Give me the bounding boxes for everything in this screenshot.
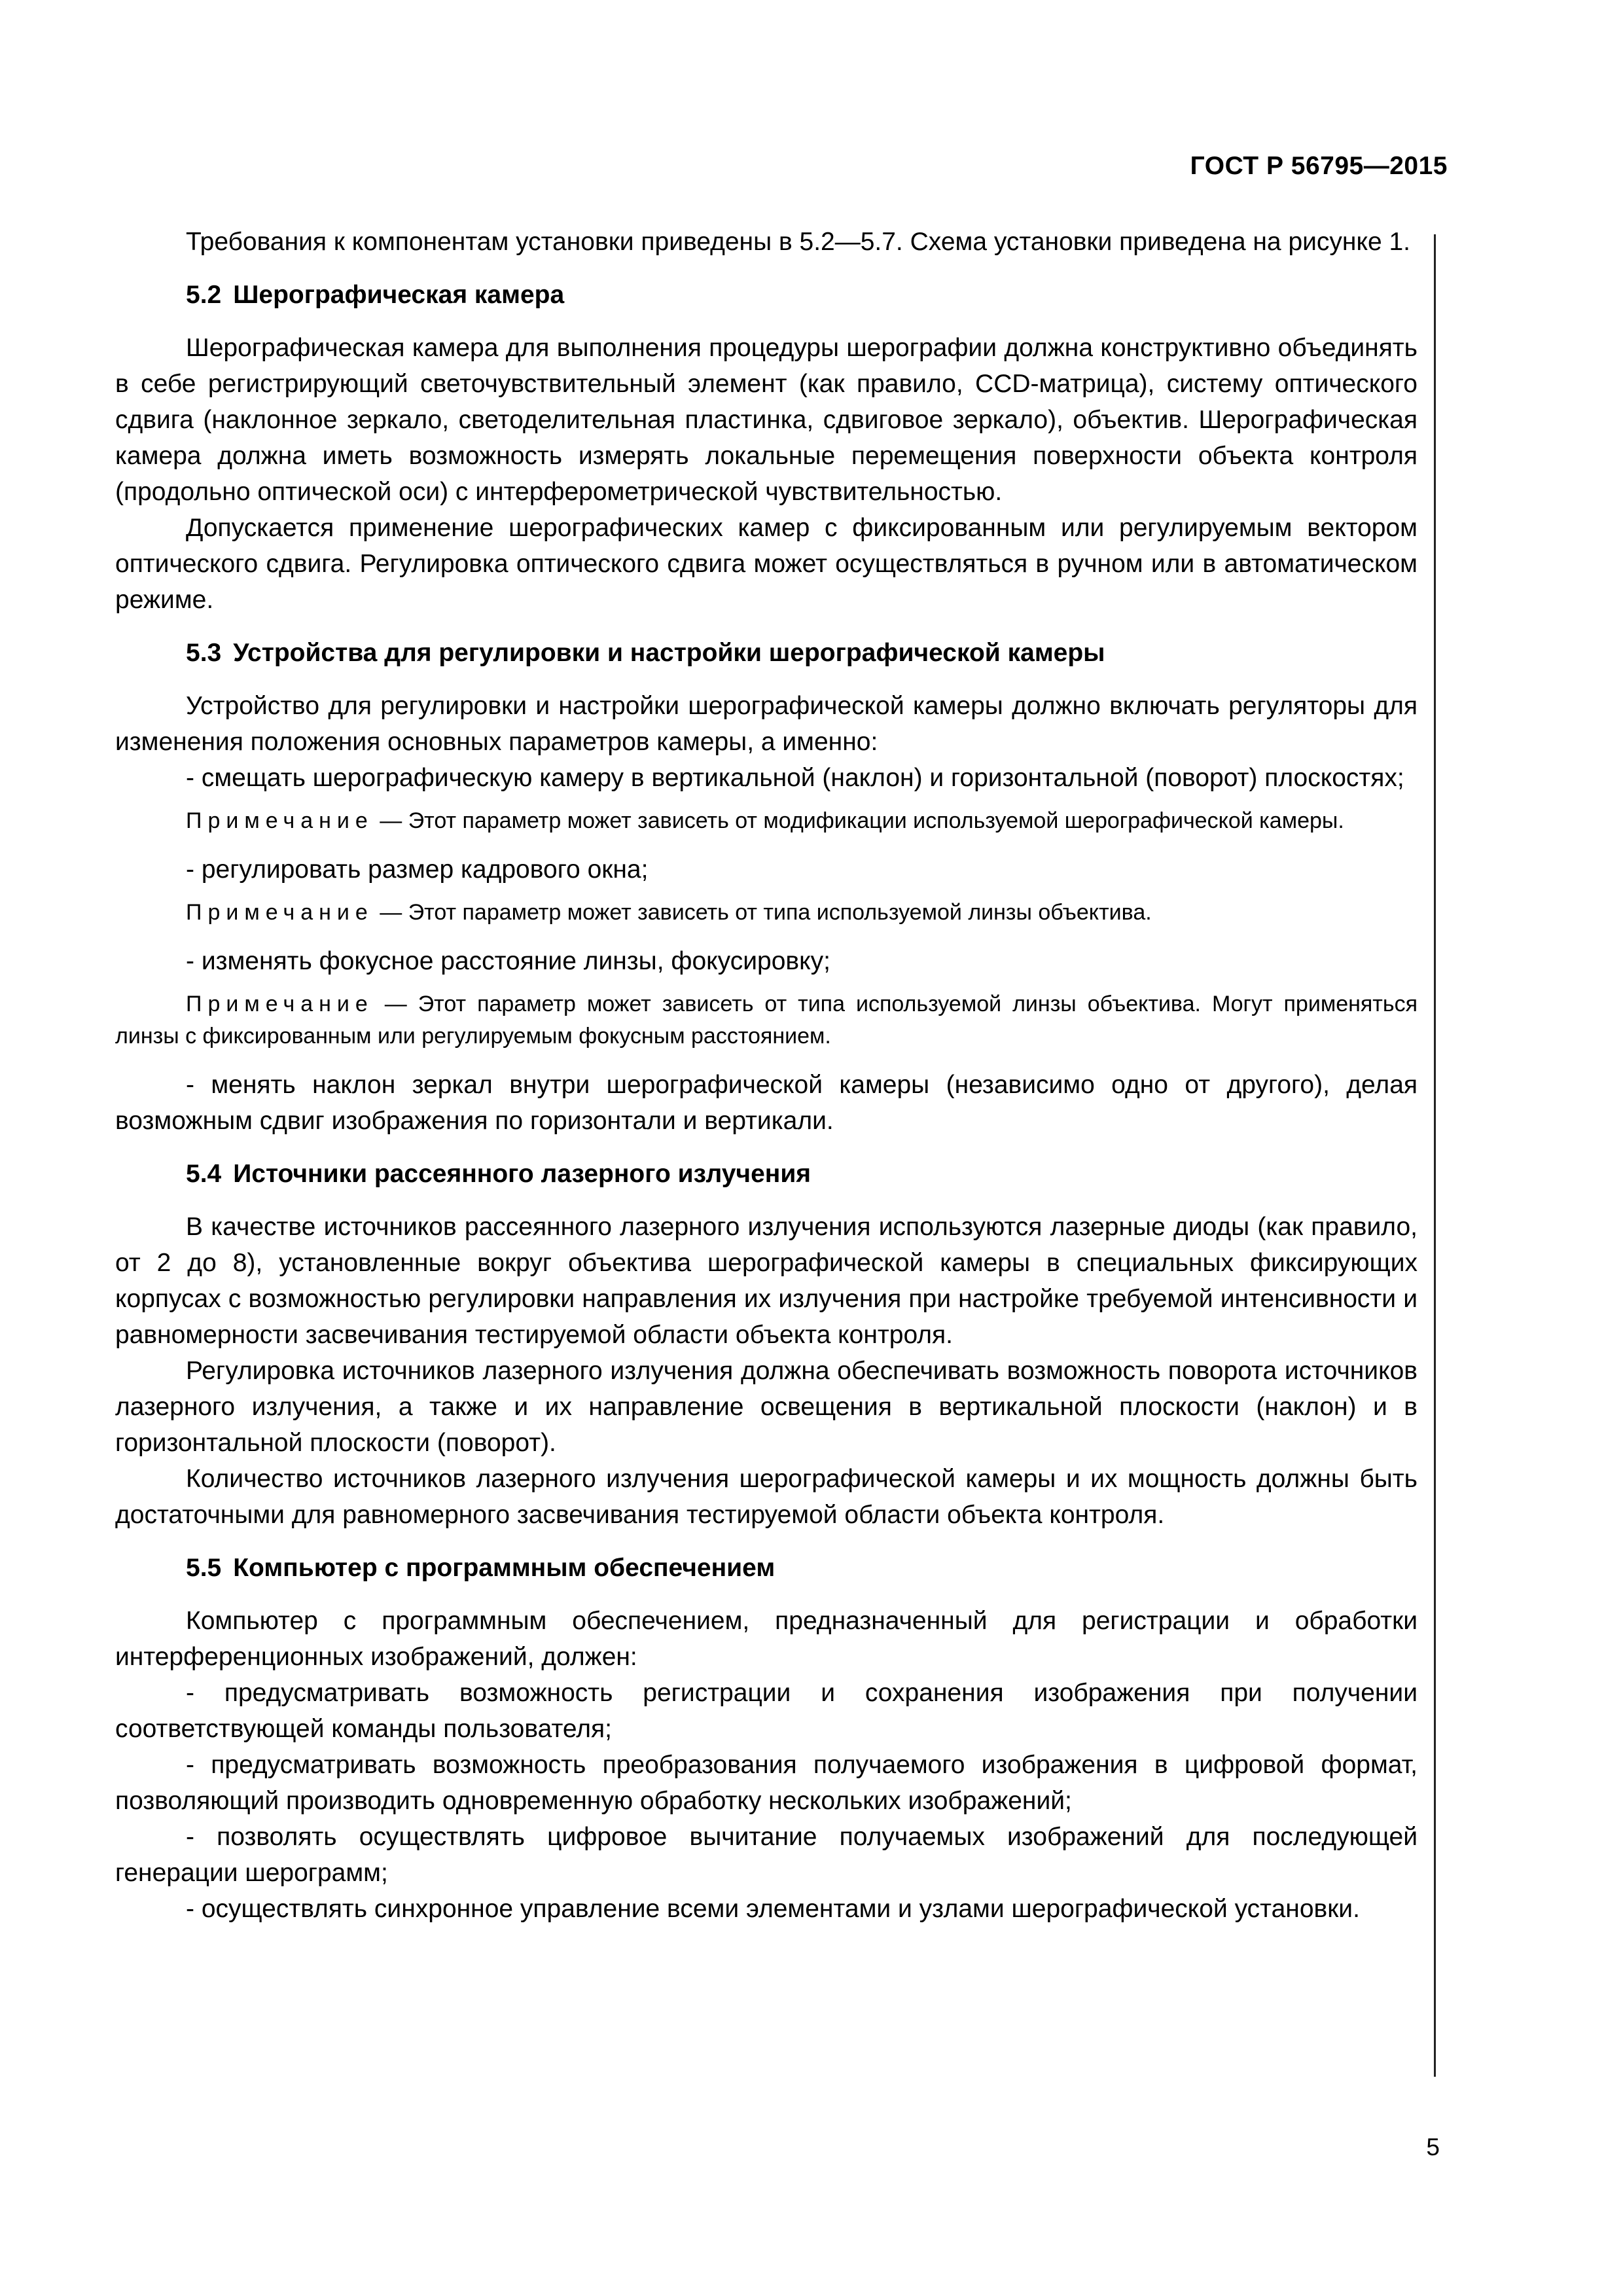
list-item: - регулировать размер кадрового окна; bbox=[186, 855, 649, 884]
note bbox=[115, 897, 1418, 929]
note-label: Примечание bbox=[186, 900, 374, 925]
note bbox=[115, 988, 1418, 1052]
paragraph: Компьютер с программным обеспечением, предназначенный для регистрации и обработки интерференционных изображений, должен: bbox=[115, 1607, 1418, 1671]
note-label: Примечание bbox=[186, 808, 374, 833]
list-item: - позволять осуществлять цифровое вычитание получаемых изображений для последующей генерации шерограмм; bbox=[115, 1823, 1418, 1887]
list-item: - предусматривать возможность преобразования получаемого изображения в цифровой формат, позволяющий производить одновременную обработку нескольких изображений; bbox=[115, 1751, 1418, 1815]
note-text: — Этот параметр может зависеть от типа используемой линзы объектива. Могут применяться линзы с фиксированным или регулируемым фокусным расстоянием. bbox=[115, 992, 1418, 1049]
note-text: — Этот параметр может зависеть от типа используемой линзы объектива. bbox=[373, 900, 1152, 925]
change-margin-line bbox=[1434, 234, 1436, 2077]
intro-paragraph: Требования к компонентам установки приведены в 5.2—5.7. Схема установки приведена на рисунке 1. bbox=[186, 228, 1411, 256]
paragraph: Допускается применение шерографических камер с фиксированным или регулируемым вектором оптического сдвига. Регулировка оптического сдвига может осуществляться в ручном или в автоматическом режиме. bbox=[115, 514, 1418, 614]
list-item: - менять наклон зеркал внутри шерографической камеры (независимо одно от другого), делая возможным сдвиг изображения по горизонтали и вертикали. bbox=[115, 1071, 1418, 1135]
note-text: — Этот параметр может зависеть от модификации используемой шерографической камеры. bbox=[373, 808, 1344, 833]
list-item: - изменять фокусное расстояние линзы, фокусировку; bbox=[186, 947, 830, 975]
page-number: 5 bbox=[1426, 2134, 1440, 2161]
note bbox=[115, 805, 1418, 837]
paragraph: Устройство для регулировки и настройки шерографической камеры должно включать регуляторы для изменения положения основных параметров камеры, а именно: bbox=[115, 692, 1418, 756]
section-title: Источники рассеянного лазерного излучения bbox=[233, 1160, 812, 1188]
list-item: - смещать шерографическую камеру в вертикальной (наклон) и горизонтальной (поворот) плоскостях; bbox=[186, 764, 1404, 792]
section-5-2-heading bbox=[115, 277, 1418, 313]
list-item: - предусматривать возможность регистрации и сохранения изображения при получении соответствующей команды пользователя; bbox=[115, 1679, 1418, 1743]
section-title: Устройства для регулировки и настройки шерографической камеры bbox=[233, 639, 1105, 667]
section-number: 5.2 bbox=[186, 281, 222, 309]
paragraph: В качестве источников рассеянного лазерного излучения используются лазерные диоды (как правило, от 2 до 8), установленные вокруг объектива шерографической камеры в специальных фиксирующих корпусах с возможностью регулировки направления их излучения при настройке требуемой интенсивности и равномерности засвечивания тестируемой области объекта контроля. bbox=[115, 1213, 1418, 1349]
section-number: 5.5 bbox=[186, 1554, 222, 1582]
paragraph: Шерографическая камера для выполнения процедуры шерографии должна конструктивно объединять в себе регистрирующий светочувствительный элемент (как правило, CCD-матрица), систему оптического сдвига (наклонное зеркало, светоделительная пластинка, сдвиговое зеркало), объектив. Шерографическая камера должна иметь возможность измерять локальные перемещения поверхности объекта контроля (продольно оптической оси) с интерферометрической чувствительностью. bbox=[115, 334, 1418, 506]
section-5-3-heading bbox=[115, 635, 1418, 671]
section-5-5-heading bbox=[115, 1550, 1418, 1586]
document-code: ГОСТ Р 56795—2015 bbox=[1190, 152, 1448, 180]
section-number: 5.4 bbox=[186, 1160, 222, 1188]
paragraph: Регулировка источников лазерного излучения должна обеспечивать возможность поворота источников лазерного излучения, а также и их направление освещения в вертикальной плоскости (наклон) и в горизонтальной плоскости (поворот). bbox=[115, 1357, 1418, 1457]
paragraph: Количество источников лазерного излучения шерографической камеры и их мощность должны быть достаточными для равномерного засвечивания тестируемой области объекта контроля. bbox=[115, 1465, 1418, 1529]
section-title: Компьютер с программным обеспечением bbox=[233, 1554, 776, 1582]
list-item: - осуществлять синхронное управление всеми элементами и узлами шерографической установки. bbox=[186, 1895, 1360, 1923]
page-content bbox=[115, 224, 1418, 1927]
section-number: 5.3 bbox=[186, 639, 222, 667]
section-5-4-heading bbox=[115, 1156, 1418, 1192]
note-label: Примечание bbox=[186, 992, 374, 1016]
section-title: Шерографическая камера bbox=[233, 281, 565, 309]
